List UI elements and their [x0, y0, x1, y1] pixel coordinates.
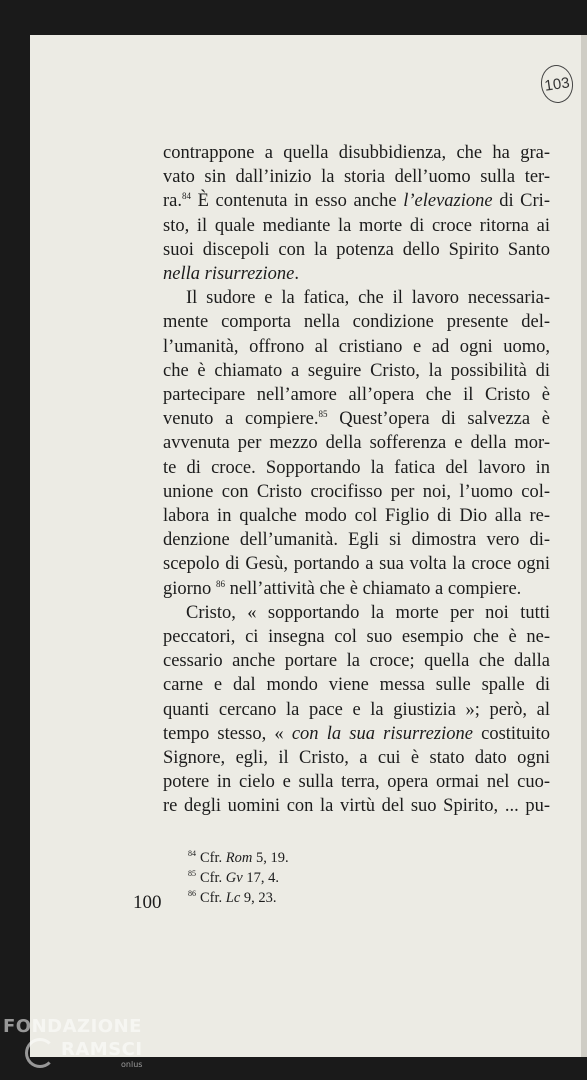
- text-segment: con la sua risurrezione: [291, 723, 473, 744]
- text-line: contrappone a quella disubbidienza, che ha gra-: [163, 143, 550, 163]
- text-line: [163, 407, 550, 431]
- paragraph: [163, 601, 550, 819]
- text-line: potere in cielo e sulla terra, opera ormai nel cuo-: [163, 772, 550, 793]
- text-segment: di Cri-: [492, 191, 550, 212]
- footnote-text: Lc: [225, 889, 241, 906]
- text-segment: nella risurrezione: [163, 264, 295, 285]
- paragraph: [163, 141, 550, 286]
- footnote-number: 85: [188, 868, 196, 878]
- footnote-text: Cfr.: [200, 869, 226, 886]
- text-line: denzione dell’umanità. Egli si dimostra vero di-: [163, 530, 550, 551]
- text-line: [163, 577, 550, 601]
- text-line: avvenuta per mezzo della sofferenza e della mor-: [163, 433, 550, 454]
- text-line: scepolo di Gesù, portando a sua volta la croce ogni: [163, 554, 550, 575]
- footnote-reference[interactable]: 86: [215, 578, 225, 589]
- footnote: [188, 866, 289, 886]
- footnotes: [188, 846, 289, 905]
- text-line: [163, 262, 550, 286]
- text-segment: tempo stesso, «: [163, 723, 292, 744]
- footnote-text: Gv: [225, 869, 243, 886]
- text-line: quanti cercano la pace e la giustizia »; però, al: [163, 699, 550, 720]
- page-number: 100: [133, 892, 162, 913]
- watermark-g-logo-icon: [25, 1038, 55, 1068]
- text-line: [163, 722, 550, 746]
- text-line: partecipare nell’amore all’opera che il Cristo è: [163, 385, 550, 406]
- text-line: carne e dal mondo viene messa sulle spalle di: [163, 675, 550, 696]
- text-segment: costituito: [472, 723, 550, 744]
- text-segment: nell’attività che è chiamato a compiere.: [224, 578, 522, 599]
- text-line: Signore, egli, il Cristo, a cui è stato dato ogni: [163, 748, 550, 769]
- text-line: che è chiamato a seguire Cristo, la possibilità di: [163, 360, 550, 381]
- footnote-text: 5, 19.: [252, 849, 289, 866]
- text-segment: giorno: [163, 578, 216, 599]
- fondazione-gramsci-watermark: [3, 1014, 153, 1074]
- footnote-reference[interactable]: 84: [182, 191, 191, 202]
- text-line: sto, il quale mediante la morte di croce ritorna ai: [163, 215, 550, 236]
- footnote-text: Rom: [225, 849, 253, 866]
- footnote-text: Cfr.: [200, 849, 226, 866]
- watermark-line1: FONDAZIONE: [3, 1016, 142, 1037]
- text-segment: ra.: [163, 191, 182, 212]
- text-line: peccatori, ci insegna col suo esempio che è ne-: [163, 627, 550, 648]
- text-line: mente comporta nella condizione presente del-: [163, 312, 550, 333]
- text-line: te di croce. Sopportando la fatica del lavoro in: [163, 457, 550, 478]
- text-line: cessario anche portare la croce; quella che dalla: [163, 651, 550, 672]
- book-page: [30, 35, 587, 1057]
- text-segment: È contenuta in esso anche: [191, 191, 404, 212]
- text-segment: l’elevazione: [403, 191, 493, 212]
- footnote: [188, 846, 289, 866]
- footnote-text: 17, 4.: [242, 869, 279, 886]
- text-line: re degli uomini con la virtù del suo Spirito, ... pu-: [163, 796, 550, 817]
- footnote-text: Cfr.: [200, 889, 226, 906]
- text-line: l’umanità, offrono al cristiano e ad ogni uomo,: [163, 336, 550, 357]
- text-segment: venuto a compiere.: [163, 409, 319, 430]
- text-line: [163, 189, 550, 213]
- text-segment: .: [294, 264, 300, 285]
- paragraph: [163, 286, 550, 601]
- watermark-line2: RAMSCI: [61, 1039, 143, 1060]
- footnote-number: 84: [188, 849, 196, 858]
- page-edge: [581, 35, 587, 1057]
- text-line: unione con Cristo crocifisso per noi, l’uomo col-: [163, 481, 550, 502]
- footnote-text: 9, 23.: [240, 889, 277, 906]
- handwritten-archive-number: 103: [539, 63, 576, 105]
- watermark-line3: onlus: [121, 1060, 143, 1069]
- text-line: Il sudore e la fatica, che il lavoro necessaria-: [186, 288, 550, 309]
- text-line: suoi discepoli con la potenza dello Spirito Santo: [163, 239, 550, 260]
- text-segment: Quest’opera di salvezza è: [327, 409, 551, 430]
- footnote: [188, 886, 289, 906]
- body-text: [163, 141, 550, 819]
- text-line: vato sin dall’inizio la storia dell’uomo sulla ter-: [163, 167, 550, 188]
- footnote-number: 86: [188, 888, 196, 898]
- footnote-reference[interactable]: 85: [318, 409, 328, 420]
- text-line: Cristo, « sopportando la morte per noi tutti: [186, 602, 550, 623]
- text-line: labora in qualche modo col Figlio di Dio alla re-: [163, 506, 550, 527]
